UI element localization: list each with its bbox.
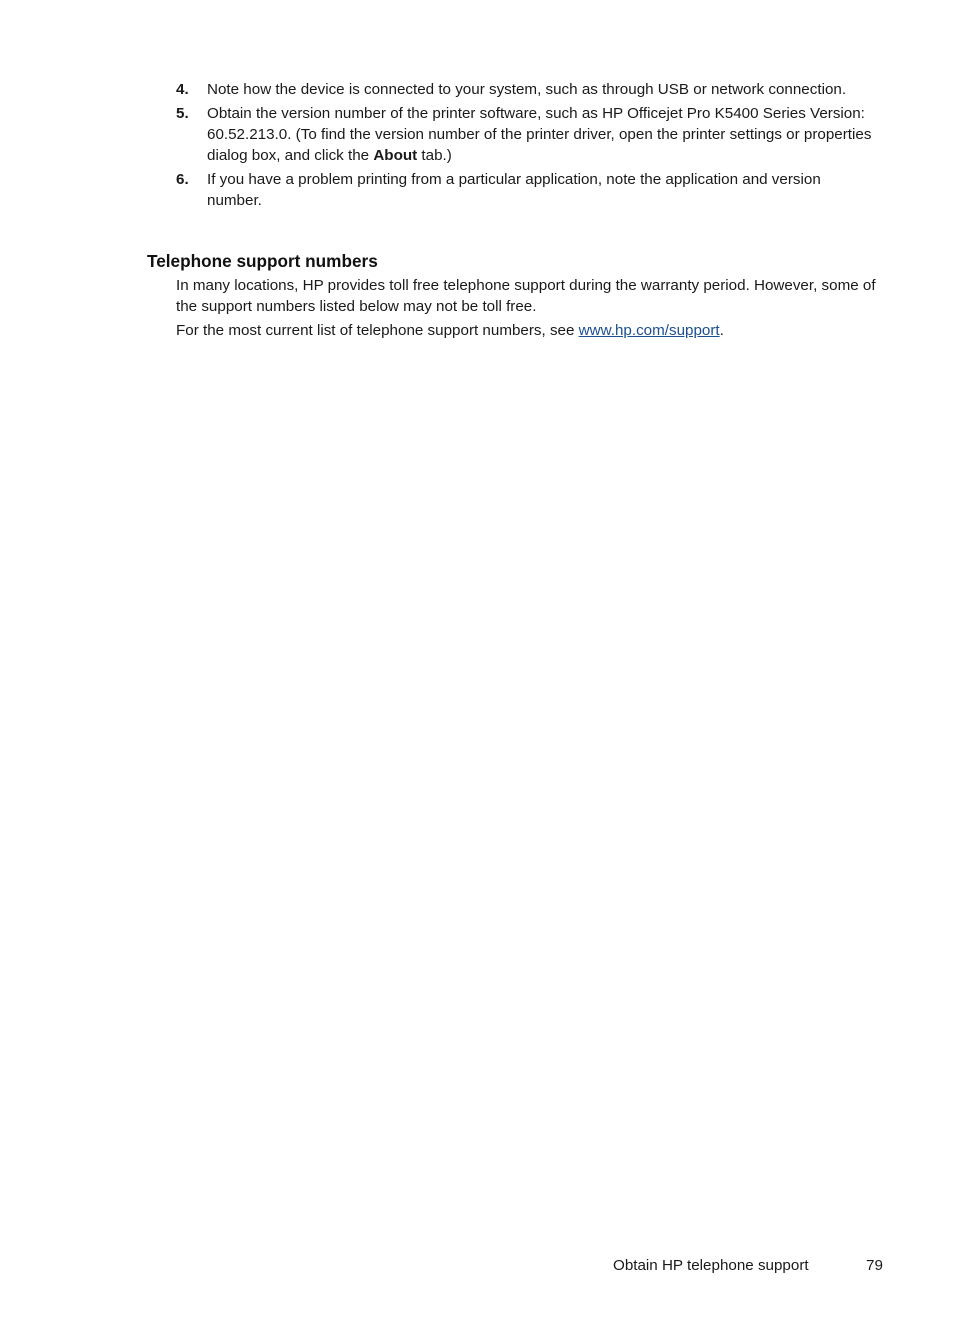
- step-text: [207, 105, 871, 163]
- step-number: 6.: [176, 171, 189, 189]
- step-text: If you have a problem printing from a particular application, note the application and version number.: [207, 171, 821, 209]
- page-number: 79: [866, 1257, 883, 1274]
- support-list-paragraph: [176, 321, 876, 342]
- about-tab-name: About: [373, 146, 418, 164]
- step-item-5: [176, 104, 876, 166]
- step-text-before: Obtain the version number of the printer software, such as HP Officejet Pro K5400 Series Version: 60.52.213.0. (To find the version number of the printer driver, open the printer settings or properties dialog box, and click the: [207, 105, 872, 164]
- paragraph-end: .: [719, 322, 724, 339]
- step-number: 4.: [176, 81, 189, 98]
- paragraph-text: For the most current list of telephone support numbers, see: [176, 322, 579, 339]
- step-number: 5.: [176, 105, 189, 123]
- step-item-4: [176, 80, 876, 101]
- step-text-after: tab.): [417, 146, 452, 164]
- hp-support-link[interactable]: www.hp.com/support: [578, 322, 720, 339]
- section-heading: Telephone support numbers: [147, 251, 378, 271]
- toll-free-paragraph: In many locations, HP provides toll free telephone support during the warranty period. However, some of the support numbers listed below may not be toll free.: [176, 277, 876, 315]
- footer-section-title: Obtain HP telephone support: [613, 1257, 809, 1274]
- step-text: Note how the device is connected to your system, such as through USB or network connection.: [207, 81, 847, 98]
- step-item-6: [176, 170, 876, 211]
- steps-list: [176, 80, 876, 215]
